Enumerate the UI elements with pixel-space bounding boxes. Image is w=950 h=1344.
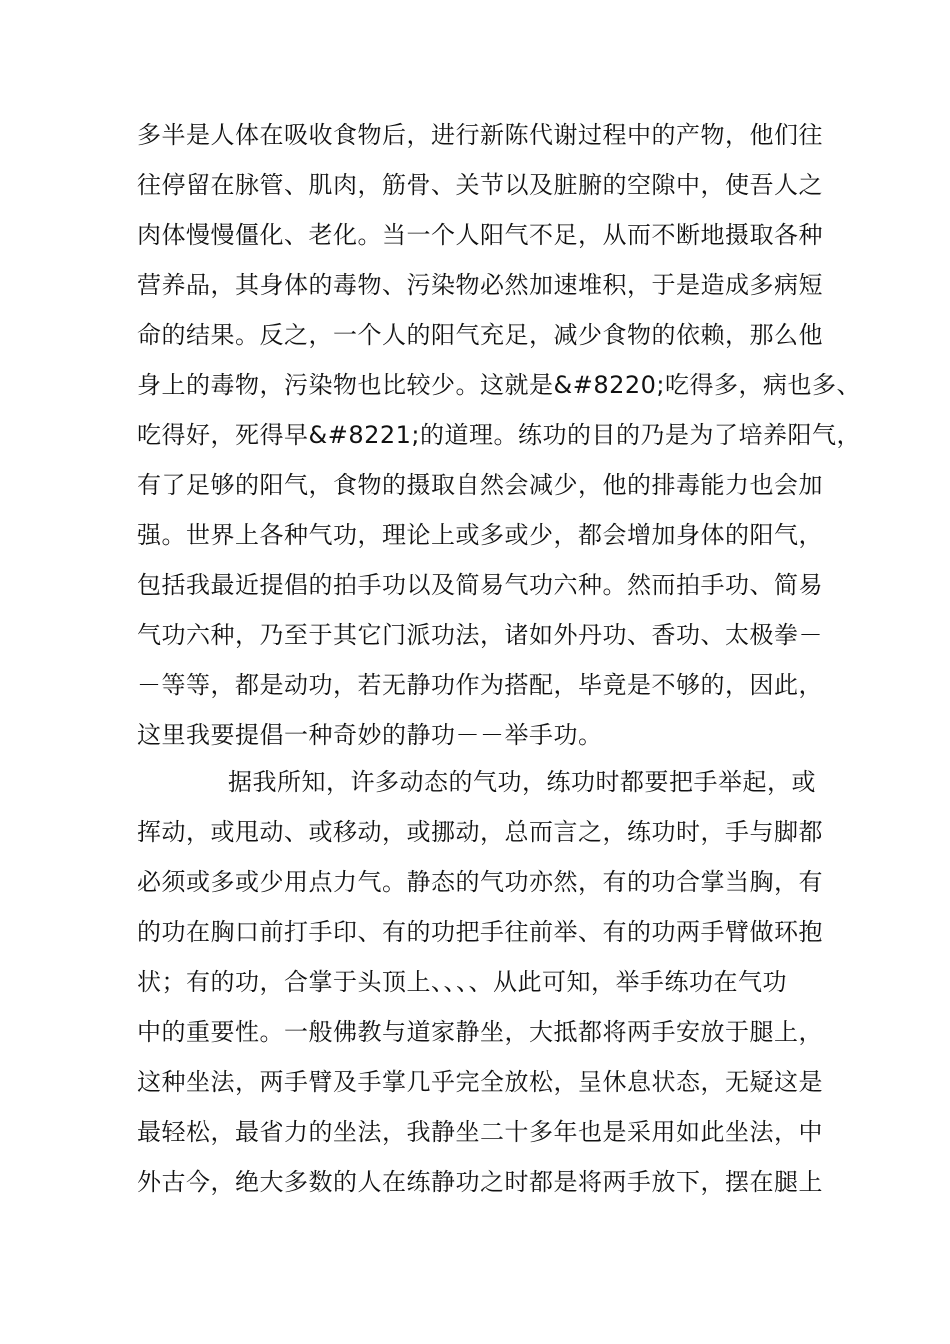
text-line: －等等，都是动功，若无静功作为搭配，毕竟是不够的，因此， <box>137 671 823 699</box>
text-line: 这种坐法，两手臂及手掌几乎完全放松，呈休息状态，无疑这是 <box>137 1068 823 1096</box>
text-line: 据我所知，许多动态的气功，练功时都要把手举起，或 <box>228 768 816 796</box>
text-line: 包括我最近提倡的拍手功以及简易气功六种。然而拍手功、简易 <box>137 571 823 599</box>
text-line: 有了足够的阳气，食物的摄取自然会减少，他的排毒能力也会加 <box>137 471 823 499</box>
text-line: 外古今，绝大多数的人在练静功之时都是将两手放下，摆在腿上 <box>137 1168 823 1196</box>
text-line: 多半是人体在吸收食物后，进行新陈代谢过程中的产物，他们往 <box>137 121 823 149</box>
text-line: 吃得好，死得早&#8221;的道理。练功的目的乃是为了培养阳气， <box>137 421 861 449</box>
paragraph-2 <box>137 757 823 1207</box>
text-line: 挥动，或甩动、或移动，或挪动，总而言之，练功时，手与脚都 <box>137 818 823 846</box>
text-line: 必须或多或少用点力气。静态的气功亦然，有的功合掌当胸，有 <box>137 868 823 896</box>
text-line: 往停留在脉管、肌肉，筋骨、关节以及脏腑的空隙中，使吾人之 <box>137 171 823 199</box>
text-line: 气功六种，乃至于其它门派功法，诸如外丹功、香功、太极拳－ <box>137 621 823 649</box>
text-line: 身上的毒物，污染物也比较少。这就是&#8220;吃得多，病也多、 <box>137 371 861 399</box>
text-line: 这里我要提倡一种奇妙的静功－－举手功。 <box>137 721 603 749</box>
text-line: 肉体慢慢僵化、老化。当一个人阳气不足，从而不断地摄取各种 <box>137 221 823 249</box>
text-line: 营养品，其身体的毒物、污染物必然加速堆积，于是造成多病短 <box>137 271 823 299</box>
text-line: 命的结果。反之，一个人的阳气充足，减少食物的依赖，那么他 <box>137 321 823 349</box>
text-line: 中的重要性。一般佛教与道家静坐，大抵都将两手安放于腿上， <box>137 1018 823 1046</box>
paragraph-1 <box>137 110 861 760</box>
text-line: 状；有的功，合掌于头顶上、、、、从此可知，举手练功在气功 <box>137 968 787 996</box>
text-line: 最轻松，最省力的坐法，我静坐二十多年也是采用如此坐法，中 <box>137 1118 823 1146</box>
text-line: 强。世界上各种气功，理论上或多或少，都会增加身体的阳气， <box>137 521 823 549</box>
text-line: 的功在胸口前打手印、有的功把手往前举、有的功两手臂做环抱 <box>137 918 823 946</box>
